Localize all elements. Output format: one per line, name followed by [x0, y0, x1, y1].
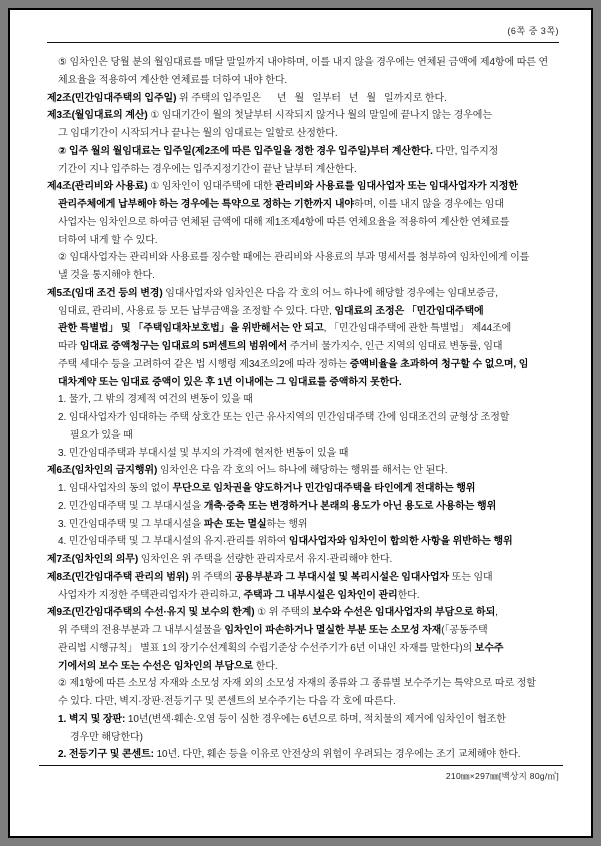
bold-text-run: 제3조(월임대료의 계산): [47, 110, 148, 122]
document-line: [47, 391, 559, 409]
bold-text-run: 대차계약 또는 임대료 증액이 있은 후 1년 이내에는 그 임대료를 증액하지 못한다.: [58, 376, 402, 388]
document-line: [47, 196, 559, 214]
document-line: [47, 374, 559, 392]
text-run: 10년(변색·훼손·오염 등이 심한 경우에는 6년으로 하며, 적치물의 제거에 임차인이 협조한: [125, 713, 506, 725]
bold-text-run: 임대사업자와 임차인이 합의한 사항을 위반하는 행위: [288, 536, 513, 548]
bold-text-run: 제5조(임대 조건 등의 변경): [47, 287, 163, 299]
bold-text-run: 제4조(관리비와 사용료): [47, 181, 148, 193]
text-run: 따라: [58, 341, 80, 352]
bold-text-run: 제8조(민간임대주택 관리의 범위): [47, 571, 189, 583]
text-run: 하며, 이를 내지 않을 경우에는 임대: [354, 199, 504, 210]
document-line: [47, 658, 559, 676]
document-line: [47, 693, 559, 711]
text-run: 2. 임대사업자가 임대하는 주택 상호간 또는 인근 유사지역의 민간임대주택 간에 임대조건의 균형상 조정할: [58, 412, 510, 423]
text-run: 그 임대기간이 시작되거나 끝나는 월의 임대료는 일할로 산정한다.: [58, 128, 338, 139]
document-line: [47, 622, 559, 640]
bold-text-run: 제9조(민간임대주택의 수선·유지 및 보수의 한계): [47, 607, 255, 619]
text-run: 다만, 입주지정: [432, 145, 499, 157]
document-line: [47, 54, 559, 72]
text-run: 낼 것을 통지해야 한다.: [58, 270, 155, 281]
bold-text-run: 보수주: [474, 642, 504, 654]
document-line: [47, 303, 559, 321]
document-line: [47, 178, 559, 196]
bold-text-run: 관한 특별법」 및 「주택임대차보호법」을 위반해서는 안 되고: [58, 323, 324, 335]
text-run: 사업자는 임차인으로 하여금 연체된 금액에 대해 제1조제4항에 따른 연체요율을 적용하여 계산한 연체료를: [58, 216, 510, 228]
bold-text-run: 파손 또는 멸실: [203, 518, 267, 530]
document-line: [47, 746, 559, 764]
document-line: [47, 285, 559, 303]
bold-text-run: 관리주체에게 납부해야 하는 경우에는 특약으로 정하는 기한까지 내야: [58, 199, 354, 210]
document-line: [47, 516, 559, 534]
bold-text-run: 기에서의 보수 또는 수선은 임차인의 부담으로: [58, 660, 254, 672]
footer-divider: [39, 765, 563, 766]
document-line: [47, 462, 559, 480]
text-run: 한다.: [253, 660, 278, 672]
text-run: 임대료, 관리비, 사용료 등 모든 납부금액을 조정할 수 있다. 다만,: [58, 305, 335, 317]
document-line: [47, 498, 559, 516]
document-line: [47, 249, 559, 267]
bold-text-run: 임차인이 파손하거나 멸실한 부분 또는 소모성 자재: [224, 625, 442, 636]
bold-text-run: 보수와 수선은 임대사업자의 부담으로 하되: [312, 607, 496, 619]
document-line: [47, 125, 559, 143]
document-line: [47, 90, 559, 108]
bold-text-run: 증액비율을 초과하여 청구할 수 없으며, 임: [349, 358, 529, 370]
text-run: 경우만 해당한다): [70, 731, 143, 743]
document-line: [47, 338, 559, 356]
text-run: 임대사업자와 임차인은 다음 각 호의 어느 하나에 해당할 경우에는 임대보증금,: [162, 287, 498, 299]
text-run: 기간이 지나 입주하는 경우에는 입주지정기간이 끝난 날부터 계산한다.: [58, 163, 357, 175]
text-run: 수 있다. 다만, 벽지·장판·전등기구 및 콘센트의 보수주기는 다음 각 호에 따른다.: [58, 696, 396, 707]
bold-text-run: 임대료의 조정은 「민간임대주택에: [334, 305, 484, 317]
paper-spec-note: 210㎜×297㎜[백상지 80g/㎡]: [445, 771, 559, 781]
document-line: [47, 533, 559, 551]
text-run: 관리법 시행규칙」 별표 1의 장기수선계획의 수립기준상 수선주기가 6년 이내인 자재를 말한다)의: [58, 642, 475, 654]
text-run: 하는 행위: [266, 518, 308, 530]
document-line: [47, 320, 559, 338]
text-run: 2. 민간임대주택 및 그 부대시설을: [58, 500, 204, 512]
document-line: [47, 161, 559, 179]
text-run: 10년. 다만, 훼손 등을 이유로 안전상의 위험이 우려되는 경우에는 조기 교체해야 한다.: [153, 749, 521, 761]
bold-text-run: 주택과 그 내부시설은 임차인이 관리: [243, 589, 398, 601]
document-line: [47, 729, 559, 747]
text-run: 필요가 있을 때: [70, 429, 133, 441]
header-divider: [47, 42, 559, 43]
document-line: [47, 551, 559, 569]
bold-text-run: 1. 벽지 및 장판:: [58, 713, 126, 725]
bold-text-run: ② 입주 월의 월임대료는 입주일(제2조에 따른 입주일을 정한 경우 입주일)부터 계산한다.: [58, 145, 433, 157]
document-line: [47, 143, 559, 161]
text-run: 위 주택의: [188, 571, 235, 583]
bold-text-run: 개축·증축 또는 변경하거나 본래의 용도가 아닌 용도로 사용하는 행위: [203, 500, 497, 512]
text-run: 주거비 물가지수, 인근 지역의 임대료 변동률, 임대: [287, 341, 503, 352]
bold-text-run: 제7조(임차인의 의무): [47, 554, 139, 565]
text-run: 위 주택의 입주일은 년 월 일부터 년 월 일까지로 한다.: [176, 92, 447, 104]
bold-text-run: 제2조(민간임대주택의 입주일): [47, 92, 177, 104]
text-run: 3. 민간임대주택 및 그 부대시설을: [58, 518, 204, 530]
document-line: [47, 427, 559, 445]
text-run: 더하여 내게 할 수 있다.: [58, 234, 158, 246]
text-run: ① 위 주택의: [254, 607, 313, 619]
page-number-indicator: (6쪽 중 3쪽): [507, 26, 559, 36]
bold-text-run: 관리비와 사용료를 임대사업자 또는 임대사업자가 지정한: [275, 181, 518, 193]
document-line: [47, 72, 559, 90]
text-run: 한다.: [397, 589, 420, 601]
text-run: , 「민간임대주택에 관한 특별법」 제44조에: [323, 323, 512, 335]
text-run: (「공동주택: [441, 625, 488, 636]
document-body: [47, 54, 559, 764]
document-line: [47, 267, 559, 285]
document-line: [47, 232, 559, 250]
text-run: 1. 임대사업자의 동의 없이: [58, 483, 173, 494]
text-run: 사업자가 지정한 주택관리업자가 관리하고,: [58, 589, 244, 601]
document-line: [47, 409, 559, 427]
text-run: ② 임대사업자는 관리비와 사용료를 징수할 때에는 관리비와 사용료의 부과 명세서를 첨부하여 임차인에게 이를: [58, 252, 530, 264]
text-run: ,: [495, 607, 498, 619]
text-run: 3. 민간임대주택과 부대시설 및 부지의 가격에 현저한 변동이 있을 때: [58, 447, 349, 459]
document-line: [47, 569, 559, 587]
text-run: ① 임차인이 임대주택에 대한: [147, 181, 276, 193]
bold-text-run: 공용부분과 그 부대시설 및 복리시설은 임대사업자: [234, 571, 449, 583]
bold-text-run: 임대료 증액청구는 임대료의 5퍼센트의 범위에서: [79, 341, 288, 352]
bold-text-run: 제6조(임차인의 금지행위): [47, 465, 158, 477]
text-run: ② 제1항에 따른 소모성 자재와 소모성 자재 외의 소모성 자재의 종류와 그 종류별 보수주기는 특약으로 따로 정할: [58, 678, 536, 690]
document-line: [47, 587, 559, 605]
document-page: [8, 8, 593, 838]
document-line: [47, 604, 559, 622]
bold-text-run: 2. 전등기구 및 콘센트:: [58, 749, 154, 761]
document-line: [47, 640, 559, 658]
text-run: ⑤ 임차인은 당월 분의 월임대료를 매달 말일까지 내야하며, 이를 내지 않을 경우에는 연체된 금액에 제4항에 따른 연: [58, 57, 549, 68]
document-line: [47, 107, 559, 125]
text-run: 임차인은 다음 각 호의 어느 하나에 해당하는 행위를 해서는 안 된다.: [157, 465, 448, 477]
bold-text-run: 무단으로 임차권을 양도하거나 민간임대주택을 타인에게 전대하는 행위: [172, 483, 476, 494]
document-line: [47, 445, 559, 463]
text-run: 위 주택의 전용부분과 그 내부시설물을: [58, 625, 225, 636]
text-run: 1. 물가, 그 밖의 경제적 여건의 변동이 있을 때: [58, 394, 253, 406]
text-run: 4. 민간임대주택 및 그 부대시설의 유지·관리를 위하여: [58, 536, 289, 548]
text-run: 또는 임대: [449, 571, 493, 583]
document-line: [47, 214, 559, 232]
text-run: 체요율을 적용하여 계산한 연체료를 더하여 내야 한다.: [58, 74, 288, 86]
text-run: ① 임대기간이 월의 첫날부터 시작되지 않거나 월의 말일에 끝나지 않는 경우에는: [147, 110, 492, 122]
document-line: [47, 675, 559, 693]
document-line: [47, 480, 559, 498]
document-line: [47, 356, 559, 374]
document-line: [47, 711, 559, 729]
text-run: 주택 세대수 등을 고려하여 같은 법 시행령 제34조의2에 따라 정하는: [58, 358, 350, 370]
text-run: 임차인은 위 주택을 선량한 관리자로서 유지·관리해야 한다.: [138, 554, 393, 565]
